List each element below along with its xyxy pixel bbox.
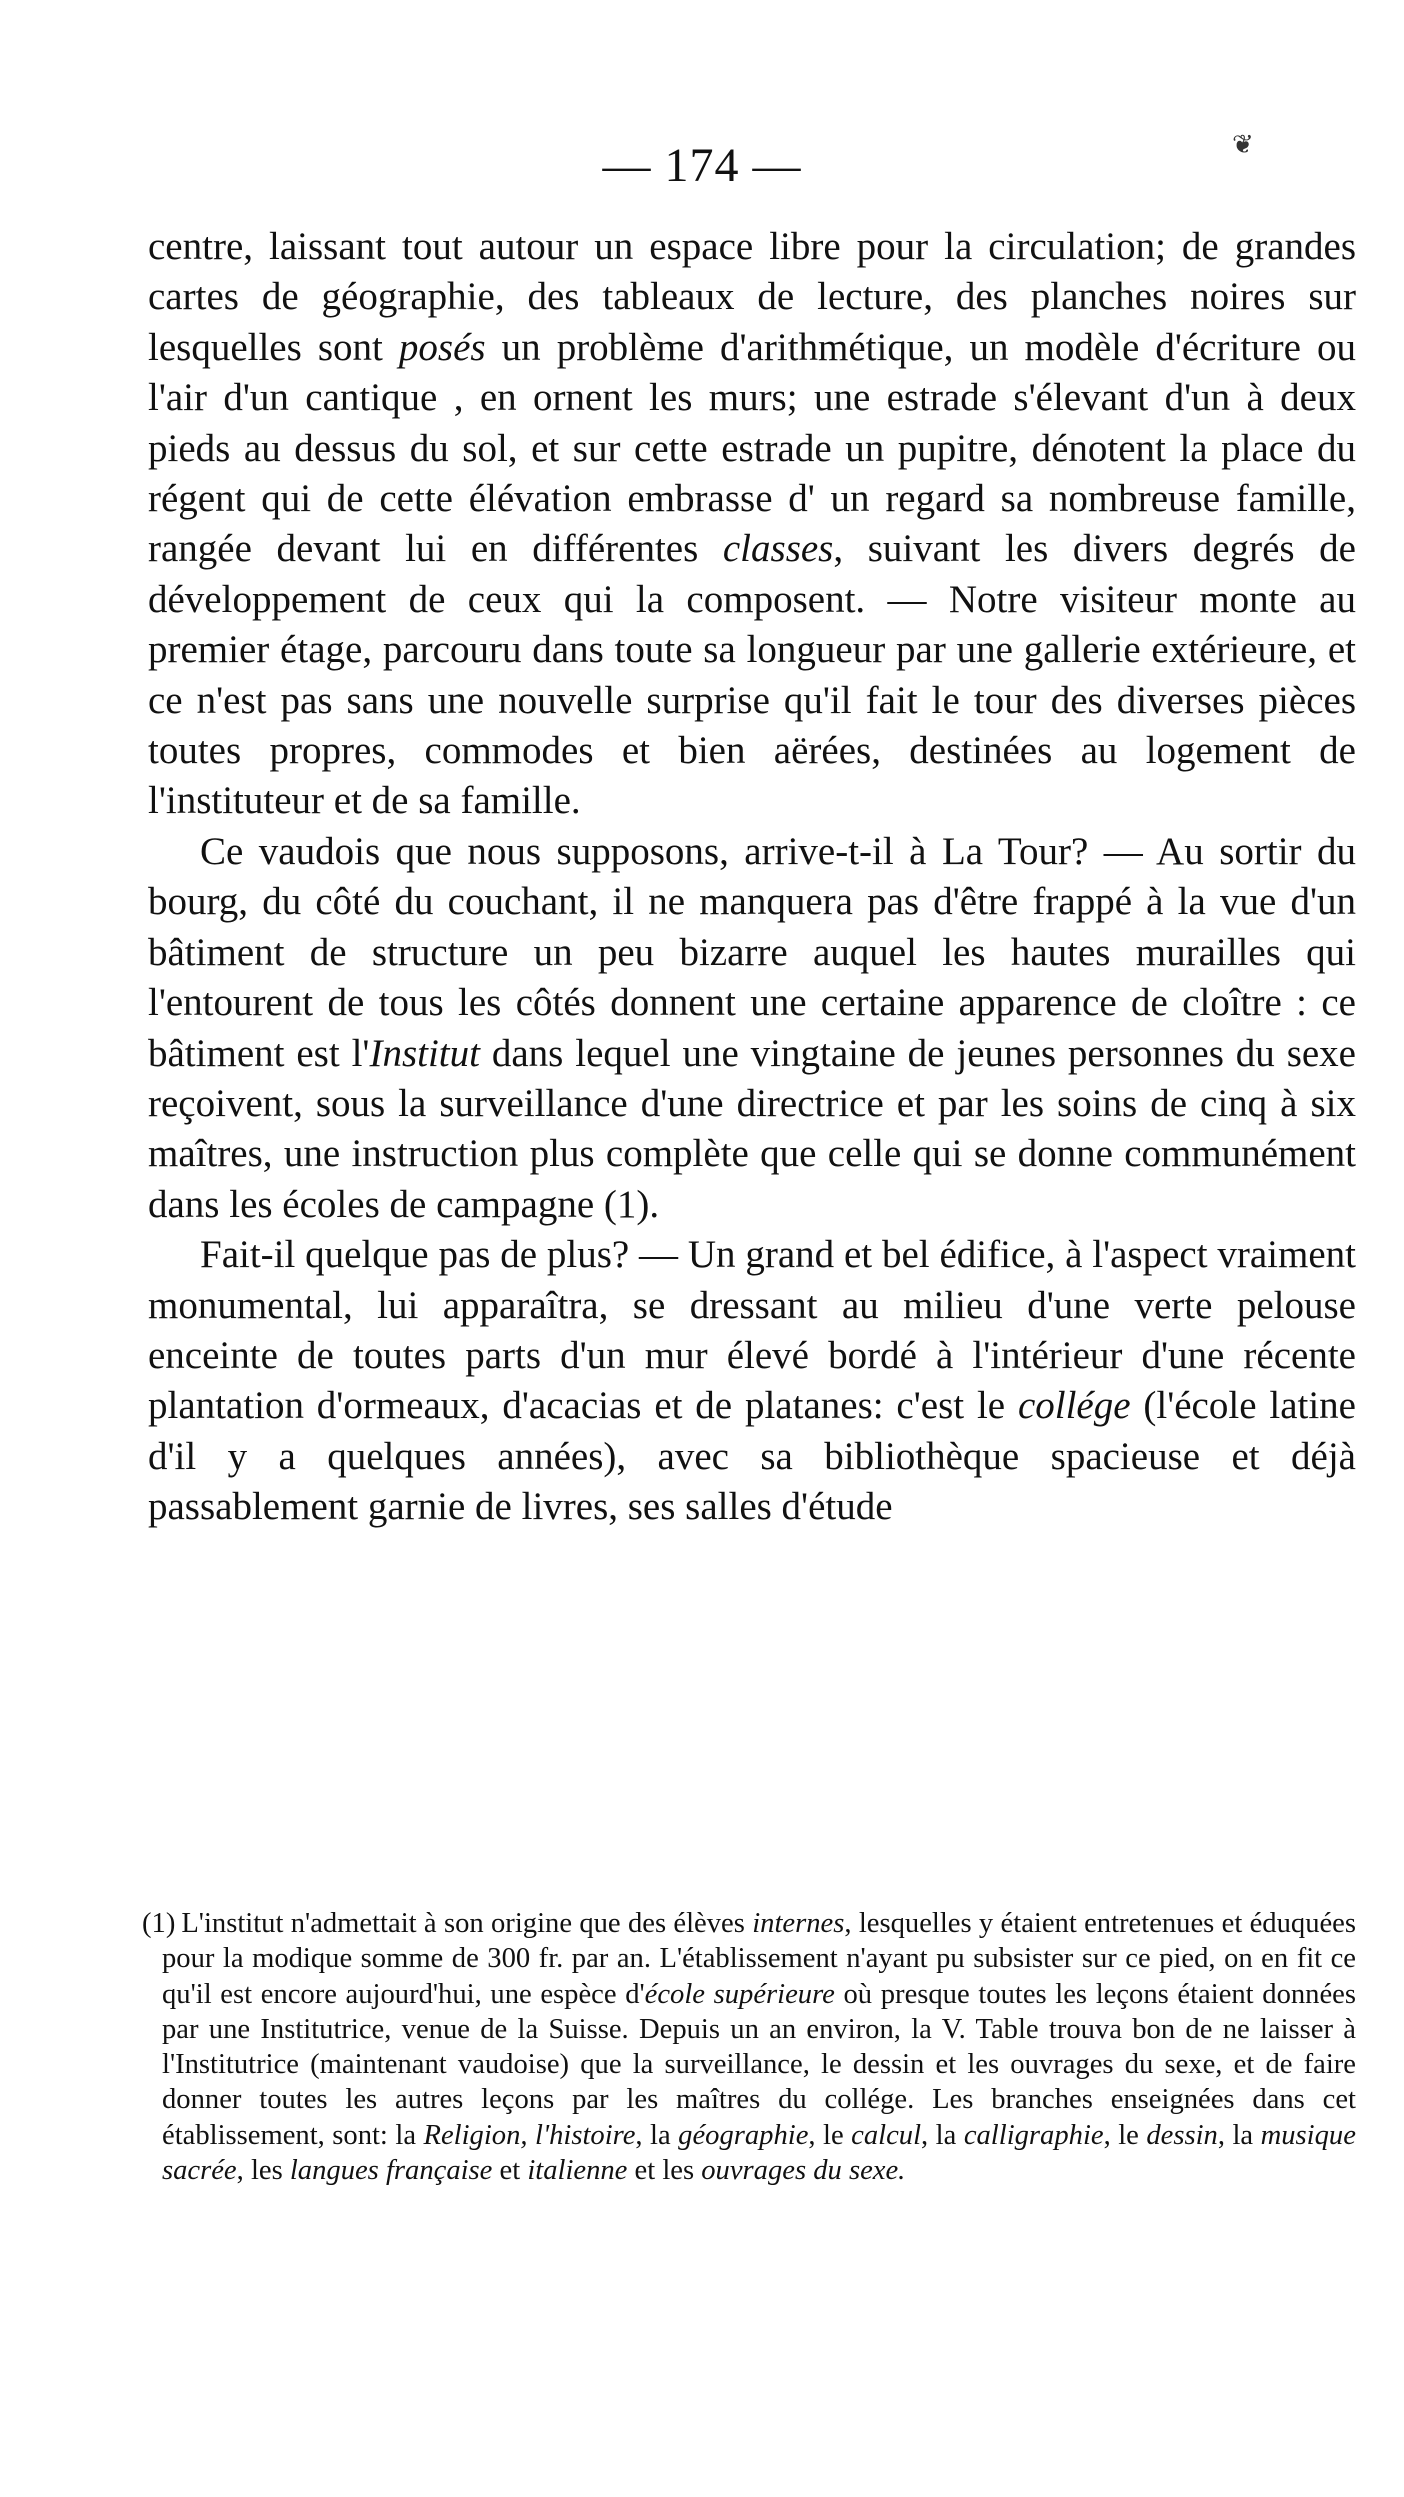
- italic-text: école supérieure: [644, 1978, 835, 2010]
- text-run: , le: [808, 2119, 852, 2151]
- paragraph: [148, 827, 1356, 1230]
- italic-text: internes: [752, 1908, 845, 1939]
- page-number: — 174 —: [602, 139, 802, 192]
- italic-text: dessin: [1146, 2119, 1218, 2151]
- italic-text: Religion, l'histoire: [423, 2119, 636, 2151]
- italic-text: posés: [398, 325, 486, 369]
- text-run: , la: [921, 2119, 964, 2151]
- footnote: [142, 1906, 1356, 2188]
- paragraph: [148, 1230, 1356, 1532]
- text-run: et les: [627, 2155, 702, 2187]
- text-run: Ce vaudois que nous supposons, arrive-t-il à La Tour? — Au sortir du bourg, du côté du couchant, il ne manquera pas d'être frappé à la vue d'un bâtiment de structure un peu bizarre auquel les hautes murailles qui l'entourent de tous les côtés donnent une certaine apparence de cloître : ce bâtiment est l': [148, 829, 1356, 1075]
- footnote-number: (1): [142, 1908, 176, 1939]
- italic-text: musique sacrée: [162, 2119, 1356, 2187]
- italic-text: calcul: [851, 2119, 922, 2151]
- text-run: , lesquelles y étaient entretenues et éduquées pour la modique somme de 300 fr. par an. L'établissement n'ayant pu subsister sur ce pied, on en fit ce qu'il est encore aujourd'hui, une espèce d': [162, 1908, 1357, 2010]
- italic-text: italienne: [527, 2155, 628, 2187]
- footnote-text: [162, 1908, 1356, 2186]
- text-run: dans lequel une vingtaine de jeunes personnes du sexe reçoivent, sous la surveillance d'une directrice et par les soins de cinq à six maîtres, une instruction plus complète que celle qui se donne communément dans les écoles de campagne (1).: [148, 1031, 1356, 1226]
- text-run: (l'école latine d'il y a quelques années), avec sa bibliothèque spacieuse et déjà passablement garnie de livres, ses salles d'étude: [148, 1384, 1356, 1529]
- text-run: L'institut n'admettait à son origine que des élèves: [181, 1908, 753, 1939]
- italic-text: langues française: [289, 2155, 493, 2187]
- text-run: , suivant les divers degrés de développement de ceux qui la composent. — Notre visiteur monte au premier étage, parcouru dans toute sa longueur par une gallerie extérieure, et ce n'est pas sans une nouvelle surprise qu'il fait le tour des diverses pièces toutes propres, commodes et bien aërées, destinées au logement de l'instituteur et de sa famille.: [148, 527, 1356, 823]
- italic-text: calligraphie: [963, 2119, 1104, 2151]
- text-run: Fait-il quelque pas de plus? — Un grand et bel édifice, à l'aspect vraiment monumental, lui apparaîtra, se dressant au milieu d'une verte pelouse enceinte de toutes parts d'un mur élevé bordé à l'intérieur d'une récente plantation d'ormeaux, d'acacias et de platanes: c'est le: [148, 1233, 1356, 1428]
- footnotes: [142, 1906, 1356, 2188]
- paragraph: [148, 222, 1356, 827]
- text-run: , la: [1217, 2119, 1261, 2151]
- italic-text: classes: [722, 527, 834, 571]
- text-run: et: [492, 2155, 528, 2187]
- text-run: , la: [635, 2119, 679, 2151]
- italic-text: collége: [1017, 1384, 1131, 1428]
- ornament-mark: ❦: [1232, 130, 1254, 159]
- text-run: où presque toutes les leçons étaient données par une Institutrice, venue de la Suisse. Depuis un an environ, la V. Table trouva bon de ne laisser à l'Institutrice (maintenant vaudoise) que la surveillance, le dessin et les ouvrages du sexe, et de faire donner toutes les autres leçons par les maîtres du collége. Les branches enseignées dans cet établissement, sont: la: [162, 1978, 1356, 2151]
- main-text: [148, 222, 1356, 1533]
- text-run: , les: [236, 2155, 290, 2187]
- italic-text: ouvrages du sexe.: [701, 2155, 906, 2187]
- italic-text: Institut: [369, 1031, 480, 1075]
- text-run: centre, laissant tout autour un espace libre pour la circulation; de grandes cartes de géographie, des tableaux de lecture, des planches noires sur lesquelles sont: [148, 225, 1356, 369]
- text-run: , le: [1103, 2119, 1147, 2151]
- italic-text: géographie: [678, 2119, 809, 2151]
- text-run: un problème d'arithmétique, un modèle d'écriture ou l'air d'un cantique , en ornent les murs; une estrade s'élevant d'un à deux pieds au dessus du sol, et sur cette estrade un pupitre, dénotent la place du régent qui de cette élévation embrasse d' un regard sa nombreuse famille, rangée devant lui en différentes: [148, 325, 1357, 571]
